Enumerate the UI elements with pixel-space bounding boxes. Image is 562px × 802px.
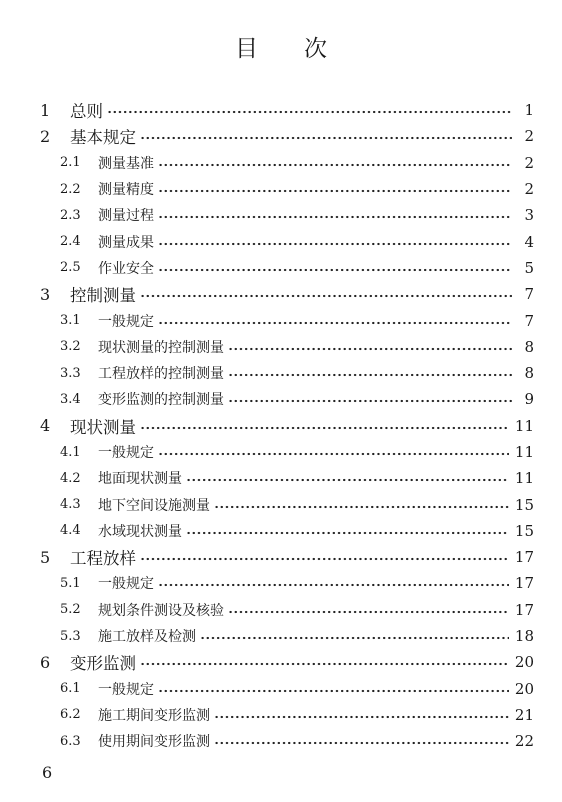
toc-entry-number: 2.1 — [60, 155, 81, 171]
dot-leader — [158, 316, 512, 330]
toc-entry-page: 22 — [514, 732, 534, 751]
toc-entry-5-1[interactable] — [40, 570, 534, 596]
toc-entry-title: 现状测量的控制测量 — [98, 339, 224, 356]
dot-leader — [214, 736, 509, 750]
dot-leader — [140, 552, 509, 566]
dot-leader — [158, 210, 512, 224]
toc-entry-3-3[interactable] — [40, 360, 534, 386]
toc-entry-number: 4.4 — [60, 523, 81, 539]
toc-entry-1[interactable] — [40, 97, 534, 123]
toc-entry-page: 2 — [524, 127, 534, 146]
toc-entry-title: 工程放样 — [70, 549, 136, 569]
toc-entry-page: 17 — [514, 600, 534, 619]
toc-entry-title: 基本规定 — [70, 128, 136, 148]
toc-entry-page: 7 — [524, 311, 534, 330]
toc-entry-number: 6.1 — [60, 681, 81, 697]
toc-entry-page: 7 — [524, 285, 534, 304]
dot-leader — [158, 578, 509, 592]
toc-entry-title: 控制测量 — [70, 286, 136, 306]
toc-entry-page: 17 — [514, 574, 534, 593]
toc-entry-2-3[interactable] — [40, 202, 534, 228]
toc-entry-4-1[interactable] — [40, 439, 534, 465]
toc-entry-title: 一般规定 — [98, 313, 154, 330]
toc-entry-number: 6.2 — [60, 707, 81, 723]
dot-leader — [186, 526, 509, 540]
toc-entry-number: 5.2 — [60, 602, 81, 618]
toc-entry-3[interactable] — [40, 281, 534, 307]
toc-entry-number: 2.2 — [60, 181, 81, 197]
toc-entry-page: 2 — [524, 153, 534, 172]
toc-entry-number: 6 — [40, 652, 51, 672]
toc-entry-number: 5.1 — [60, 575, 81, 591]
dot-leader — [140, 421, 509, 435]
toc-entry-title: 一般规定 — [98, 576, 154, 593]
dot-leader — [186, 473, 509, 487]
toc-entry-number: 5.3 — [60, 628, 81, 644]
dot-leader — [158, 684, 509, 698]
toc-entry-title: 施工放样及检测 — [98, 629, 196, 646]
dot-leader — [228, 342, 512, 356]
toc-entry-3-2[interactable] — [40, 334, 534, 360]
toc-entry-page: 2 — [524, 180, 534, 199]
toc-entry-number: 4 — [40, 416, 51, 436]
toc-entry-3-1[interactable] — [40, 307, 534, 333]
toc-entry-page: 3 — [524, 206, 534, 225]
toc-entry-4[interactable] — [40, 413, 534, 439]
dot-leader — [158, 184, 512, 198]
toc-entry-page: 5 — [524, 258, 534, 277]
toc-entry-title: 测量成果 — [98, 234, 154, 251]
page-number: 6 — [42, 763, 53, 782]
dot-leader — [228, 394, 512, 408]
toc-entry-4-2[interactable] — [40, 465, 534, 491]
dot-leader — [158, 447, 509, 461]
dot-leader — [158, 263, 512, 277]
toc-entry-title: 总则 — [70, 102, 103, 122]
toc-entry-page: 20 — [514, 653, 534, 672]
dot-leader — [214, 500, 509, 514]
toc-entry-title: 规划条件测设及核验 — [98, 602, 224, 619]
table-of-contents — [40, 97, 534, 754]
toc-entry-6-3[interactable] — [40, 728, 534, 754]
dot-leader — [158, 237, 512, 251]
toc-entry-2[interactable] — [40, 123, 534, 149]
toc-entry-number: 4.1 — [60, 444, 81, 460]
toc-entry-number: 1 — [40, 100, 51, 120]
dot-leader — [228, 605, 509, 619]
dot-leader — [158, 158, 512, 172]
page-title — [0, 30, 562, 63]
dot-leader — [228, 368, 512, 382]
toc-entry-number: 3.3 — [60, 365, 81, 381]
dot-leader — [107, 105, 512, 119]
toc-entry-title: 作业安全 — [98, 260, 154, 277]
dot-leader — [140, 289, 512, 303]
toc-entry-4-3[interactable] — [40, 491, 534, 517]
toc-entry-title: 测量过程 — [98, 208, 154, 225]
toc-entry-5-2[interactable] — [40, 597, 534, 623]
toc-entry-number: 4.2 — [60, 470, 81, 486]
toc-entry-title: 使用期间变形监测 — [98, 734, 210, 751]
title-right-char: 次 — [304, 36, 327, 62]
toc-entry-title: 测量精度 — [98, 182, 154, 199]
toc-entry-number: 2.4 — [60, 234, 81, 250]
toc-entry-page: 4 — [524, 232, 534, 251]
toc-entry-title: 一般规定 — [98, 445, 154, 461]
toc-entry-page: 8 — [524, 337, 534, 356]
toc-entry-number: 5 — [40, 547, 51, 567]
toc-entry-4-4[interactable] — [40, 518, 534, 544]
toc-entry-number: 3 — [40, 284, 51, 304]
toc-entry-page: 21 — [514, 705, 534, 724]
toc-entry-title: 水域现状测量 — [98, 523, 182, 540]
toc-entry-title: 一般规定 — [98, 681, 154, 698]
toc-entry-title: 工程放样的控制测量 — [98, 366, 224, 383]
toc-entry-page: 15 — [514, 495, 534, 514]
toc-entry-2-1[interactable] — [40, 150, 534, 176]
toc-entry-page: 11 — [514, 469, 534, 488]
toc-entry-number: 3.2 — [60, 339, 81, 355]
toc-entry-title: 现状测量 — [70, 417, 136, 437]
toc-entry-number: 2 — [40, 126, 51, 146]
toc-entry-title: 变形监测 — [70, 654, 136, 674]
toc-entry-5-3[interactable] — [40, 623, 534, 649]
toc-entry-page: 11 — [514, 416, 534, 435]
dot-leader — [200, 631, 509, 645]
toc-entry-page: 15 — [514, 521, 534, 540]
toc-entry-page: 17 — [514, 548, 534, 567]
toc-entry-title: 地面现状测量 — [98, 471, 182, 488]
toc-entry-number: 2.5 — [60, 260, 81, 276]
toc-entry-title: 变形监测的控制测量 — [98, 392, 224, 409]
toc-entry-title: 测量基准 — [98, 155, 154, 172]
toc-entry-page: 18 — [514, 627, 534, 646]
toc-entry-page: 8 — [524, 364, 534, 383]
toc-entry-number: 3.1 — [60, 313, 81, 329]
toc-entry-6[interactable] — [40, 649, 534, 675]
toc-entry-2-4[interactable] — [40, 228, 534, 254]
toc-entry-2-2[interactable] — [40, 176, 534, 202]
toc-entry-number: 3.4 — [60, 391, 81, 407]
toc-entry-page: 9 — [524, 390, 534, 409]
dot-leader — [140, 131, 512, 145]
dot-leader — [140, 657, 509, 671]
toc-entry-page: 20 — [514, 679, 534, 698]
toc-entry-3-4[interactable] — [40, 386, 534, 412]
toc-entry-number: 4.3 — [60, 497, 81, 513]
toc-entry-title: 地下空间设施测量 — [98, 497, 210, 514]
toc-entry-6-2[interactable] — [40, 702, 534, 728]
toc-entry-page: 1 — [524, 101, 534, 120]
toc-entry-page: 11 — [514, 443, 534, 461]
toc-entry-2-5[interactable] — [40, 255, 534, 281]
dot-leader — [214, 710, 509, 724]
toc-entry-number: 6.3 — [60, 733, 81, 749]
toc-entry-number: 2.3 — [60, 207, 81, 223]
toc-entry-5[interactable] — [40, 544, 534, 570]
toc-entry-title: 施工期间变形监测 — [98, 707, 210, 724]
title-left-char: 目 — [235, 36, 258, 62]
toc-entry-6-1[interactable] — [40, 676, 534, 702]
